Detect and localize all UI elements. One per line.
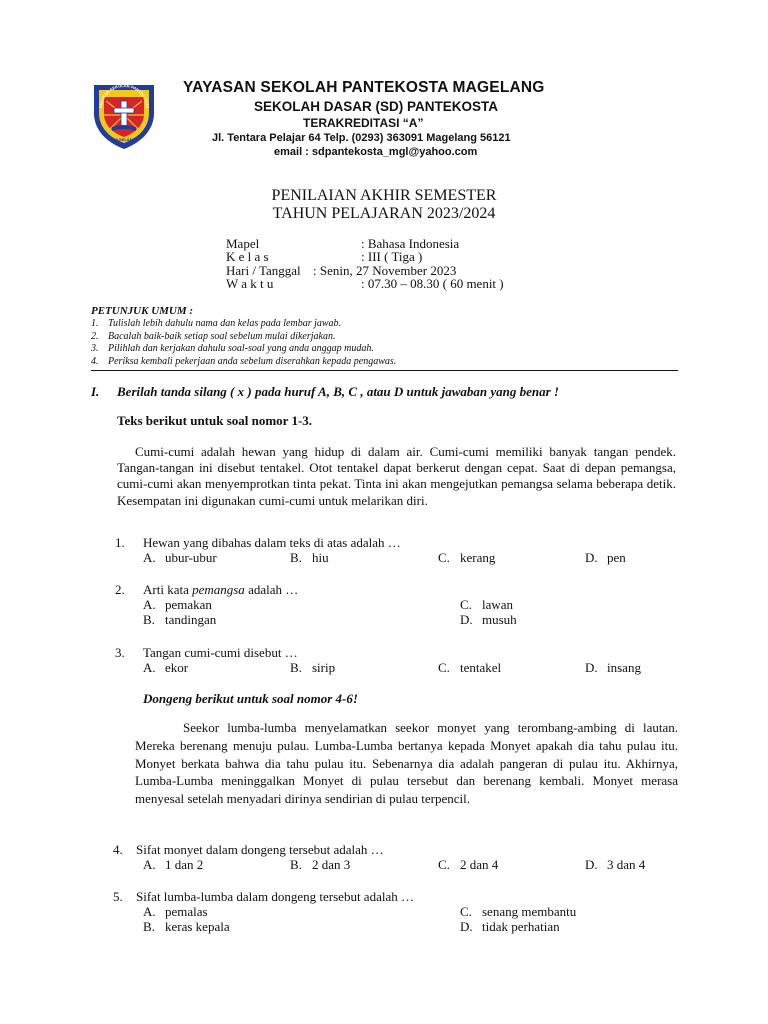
option-text: tandingan	[165, 612, 217, 627]
option-label: B.	[290, 550, 302, 565]
option-label: B.	[143, 919, 155, 934]
question-number: 3.	[115, 645, 125, 660]
option-d[interactable]	[460, 612, 517, 628]
petunjuk-item	[91, 331, 335, 342]
section-instruction-text: Berilah tanda silang ( x ) pada huruf A, B, C , atau D untuk jawaban yang benar !	[117, 384, 559, 399]
question-number: 2.	[115, 582, 125, 597]
option-label: A.	[143, 857, 156, 872]
option-a[interactable]	[143, 857, 203, 873]
option-text: pemakan	[165, 597, 212, 612]
logo-text-bottom: MAGELANG	[112, 137, 136, 142]
school-address: Jl. Tentara Pelajar 64 Telp. (0293) 363091 Magelang 56121	[212, 132, 511, 144]
petunjuk-num: 4.	[91, 356, 99, 367]
option-label: A.	[143, 550, 156, 565]
section-roman: I.	[91, 384, 100, 399]
option-label: D.	[585, 550, 598, 565]
question-text: Sifat lumba-lumba dalam dongeng tersebut adalah …	[136, 889, 414, 904]
info-value-mapel: : Bahasa Indonesia	[361, 236, 460, 251]
option-text: senang membantu	[482, 904, 577, 919]
option-label: C.	[438, 857, 450, 872]
info-label-waktu: W a k t u	[226, 276, 274, 291]
school-logo-emblem	[88, 79, 160, 151]
option-text: sirip	[312, 660, 336, 675]
text2-title: Dongeng berikut untuk soal nomor 4-6!	[143, 691, 358, 706]
option-label: D.	[460, 612, 473, 627]
petunjuk-text: Periksa kembali pekerjaan anda sebelum diserahkan kepada pengawas.	[108, 356, 397, 367]
petunjuk-num: 3.	[91, 343, 99, 354]
petunjuk-item	[91, 318, 341, 329]
option-text: tentakel	[460, 660, 502, 675]
info-label-hari: Hari / Tanggal	[226, 263, 301, 278]
option-c[interactable]	[460, 904, 576, 920]
option-label: B.	[290, 660, 302, 675]
question-text: Arti kata pemangsa adalah …	[143, 582, 299, 597]
option-text: musuh	[482, 612, 517, 627]
option-a[interactable]	[143, 550, 217, 566]
petunjuk-title: PETUNJUK UMUM :	[91, 305, 194, 317]
question-keyword: pemangsa	[192, 582, 245, 597]
option-text: 1 dan 2	[165, 857, 204, 872]
petunjuk-item	[91, 356, 396, 367]
option-d[interactable]	[460, 919, 560, 935]
text1-body: Cumi-cumi adalah hewan yang hidup di dalam air. Cumi-cumi memiliki banyak tangan pendek. Tangan-tangan ini disebut tentakel. Otot tentakel dapat berkerut dengan cepat. Saat di depan pemangsa, cumi-cumi akan menyemprotkan tinta pekat. Tinta ini akan mengejutkan pemangsa selama beberapa detik. Kesempatan ini digunakan cumi-cumi untuk melarikan diri.	[117, 444, 676, 508]
petunjuk-num: 2.	[91, 331, 99, 342]
info-value-kelas: : III ( Tiga )	[361, 249, 423, 264]
exam-year: TAHUN PELAJARAN 2023/2024	[272, 205, 496, 222]
petunjuk-text: Bacalah baik-baik setiap soal sebelum mulai dikerjakan.	[108, 331, 336, 342]
option-a[interactable]	[143, 904, 208, 920]
option-b[interactable]	[290, 660, 335, 676]
text2-paragraph	[135, 719, 678, 808]
question-number: 1.	[115, 535, 125, 550]
option-text: kerang	[460, 550, 496, 565]
option-label: C.	[438, 550, 450, 565]
text1-title: Teks berikut untuk soal nomor 1-3.	[117, 413, 313, 428]
question-number: 5.	[113, 889, 123, 904]
option-b[interactable]	[290, 550, 329, 566]
question-text: Sifat monyet dalam dongeng tersebut adalah …	[136, 842, 384, 857]
option-label: D.	[585, 660, 598, 675]
petunjuk-text: Tulislah lebih dahulu nama dan kelas pada lembar jawab.	[108, 318, 342, 329]
option-text: hiu	[312, 550, 329, 565]
option-a[interactable]	[143, 597, 212, 613]
option-label: B.	[143, 612, 155, 627]
school-logo	[88, 79, 160, 151]
school-name: SEKOLAH DASAR (SD) PANTEKOSTA	[254, 99, 499, 114]
option-label: A.	[143, 904, 156, 919]
question-text: Hewan yang dibahas dalam teks di atas adalah …	[143, 535, 401, 550]
option-b[interactable]	[290, 857, 350, 873]
petunjuk-item	[91, 343, 374, 354]
option-text: ekor	[165, 660, 189, 675]
logo-text-top: YAYASAN SEKOLAH PANTEKOSTA	[97, 82, 151, 109]
option-d[interactable]	[585, 660, 641, 676]
option-text: tidak perhatian	[482, 919, 560, 934]
option-d[interactable]	[585, 857, 645, 873]
option-label: C.	[460, 904, 472, 919]
section-instruction	[91, 384, 559, 400]
option-label: D.	[585, 857, 598, 872]
option-c[interactable]	[438, 857, 498, 873]
text2-body: Seekor lumba-lumba menyelamatkan seekor monyet yang terombang-ambing di lautan. Mereka berenang menuju pulau. Lumba-Lumba bertanya kepada Monyet apakah dia tahu pulau itu. Monyet berkata bahwa dia tahu pulau itu. Sebenarnya dia adalah pangeran di pulau itu. Akhirnya, Lumba-Lumba meninggalkan Monyet di pulau tersebut dan berenang kembali. Monyet merasa menyesal setelah menyadari dirinya sendirian di pulau terpencil.	[135, 720, 678, 807]
section-divider	[91, 370, 678, 371]
option-text: ubur-ubur	[165, 550, 217, 565]
question-number: 4.	[113, 842, 123, 857]
option-text: 2 dan 4	[460, 857, 499, 872]
option-c[interactable]	[460, 597, 513, 613]
info-value-waktu: : 07.30 – 08.30 ( 60 menit )	[361, 276, 504, 291]
option-b[interactable]	[143, 919, 230, 935]
option-label: A.	[143, 597, 156, 612]
exam-title: PENILAIAN AKHIR SEMESTER	[271, 187, 497, 204]
option-text: lawan	[482, 597, 514, 612]
foundation-name: YAYASAN SEKOLAH PANTEKOSTA MAGELANG	[183, 79, 545, 96]
info-label-mapel: Mapel	[226, 236, 260, 251]
option-label: C.	[438, 660, 450, 675]
option-label: D.	[460, 919, 473, 934]
text1-paragraph	[117, 444, 676, 509]
info-value-hari: : Senin, 27 November 2023	[313, 263, 457, 278]
option-c[interactable]	[438, 550, 495, 566]
accreditation: TERAKREDITASI “A”	[303, 116, 424, 130]
option-d[interactable]	[585, 550, 626, 566]
option-label: C.	[460, 597, 472, 612]
school-email: email : sdpantekosta_mgl@yahoo.com	[274, 146, 478, 158]
option-c[interactable]	[438, 660, 501, 676]
petunjuk-num: 1.	[91, 318, 99, 329]
option-label: B.	[290, 857, 302, 872]
question-text: Tangan cumi-cumi disebut …	[143, 645, 298, 660]
petunjuk-text: Pilihlah dan kerjakan dahulu soal-soal yang anda anggap mudah.	[108, 343, 374, 354]
option-text: pemalas	[165, 904, 208, 919]
option-label: A.	[143, 660, 156, 675]
option-text: insang	[607, 660, 641, 675]
option-a[interactable]	[143, 660, 188, 676]
option-text: pen	[607, 550, 626, 565]
option-text: 2 dan 3	[312, 857, 351, 872]
info-label-kelas: K e l a s	[226, 249, 269, 264]
option-text: 3 dan 4	[607, 857, 646, 872]
option-b[interactable]	[143, 612, 216, 628]
option-text: keras kepala	[165, 919, 230, 934]
